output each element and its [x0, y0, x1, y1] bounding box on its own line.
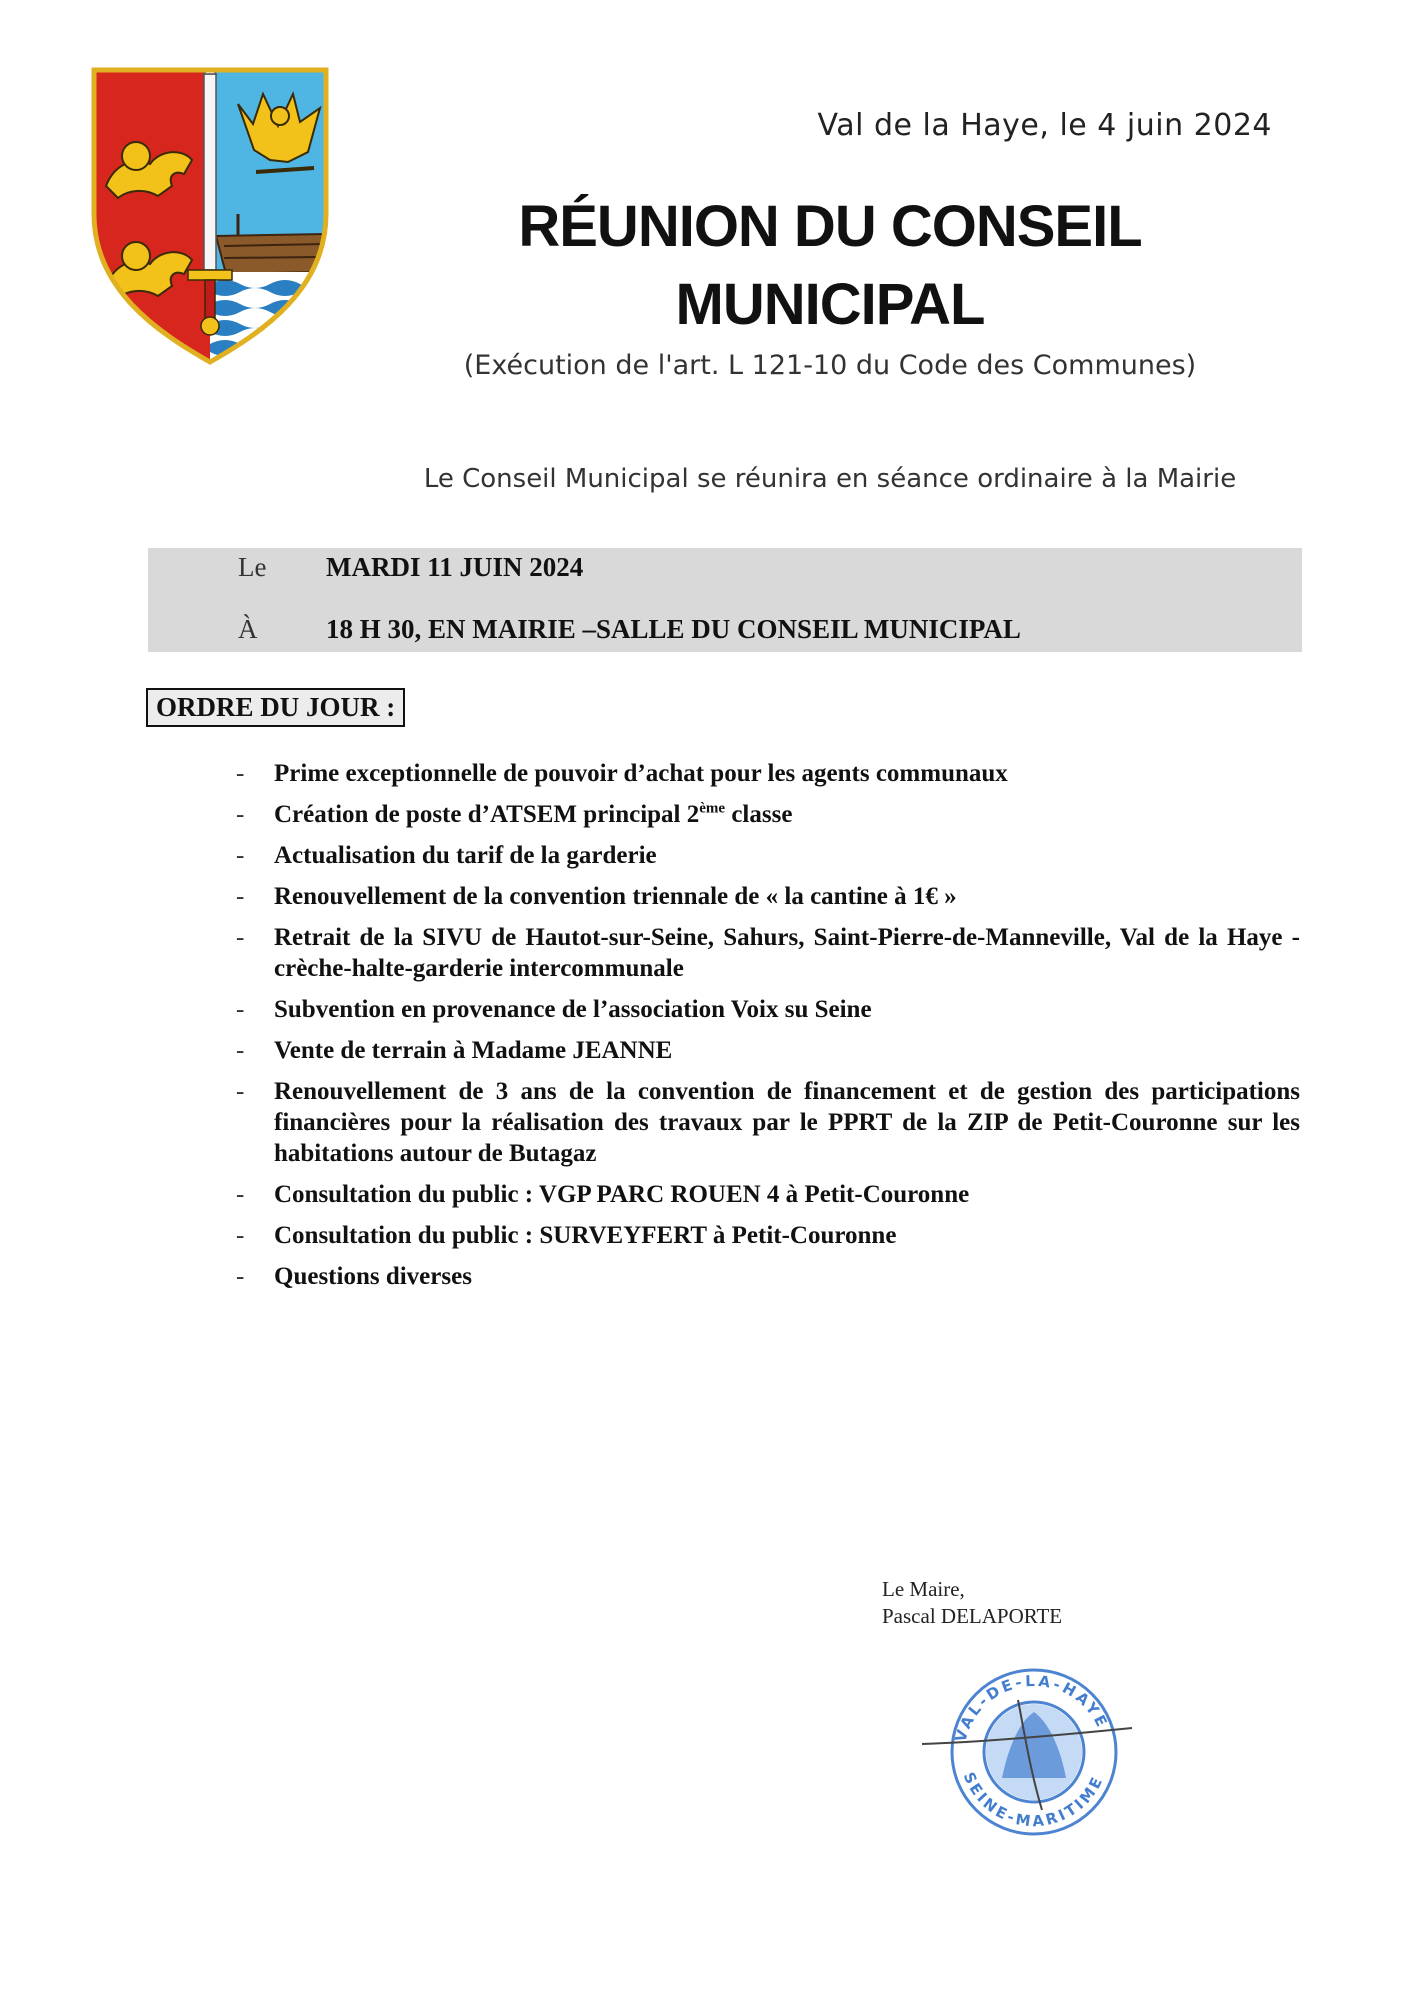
agenda-item-text: Consultation du public : SURVEYFERT à Petit-Couronne — [274, 1222, 897, 1249]
agenda-item — [232, 1179, 1300, 1210]
session-time-value: 18 H 30, EN MAIRIE –SALLE DU CONSEIL MUNICIPAL — [326, 614, 1021, 644]
agenda-item — [232, 840, 1300, 871]
session-time-row — [148, 614, 1302, 654]
agenda-item-text: Actualisation du tarif de la garderie — [274, 842, 657, 869]
seal-top-text: VAL-DE-LA-HAYE — [951, 1671, 1112, 1744]
agenda-item-text: Questions diverses — [274, 1263, 472, 1290]
bullet-dash: - — [236, 1037, 245, 1064]
place-and-date: Val de la Haye, le 4 juin 2024 — [817, 108, 1272, 143]
agenda-item-text: Renouvellement de 3 ans de la convention de financement et de gestion des participations financières pour la réalisation des travaux par le PPRT de la ZIP de Petit-Couronne sur les habitations autour de Butagaz — [274, 1078, 1300, 1167]
agenda-heading: ORDRE DU JOUR : — [146, 688, 405, 727]
title-line-2: MUNICIPAL — [675, 272, 985, 337]
agenda-list — [232, 758, 1300, 1302]
agenda-item — [232, 1035, 1300, 1066]
bullet-dash: - — [236, 996, 245, 1023]
bullet-dash: - — [236, 760, 245, 787]
session-date-label: Le — [238, 552, 267, 582]
signature-block — [882, 1576, 1062, 1630]
bullet-dash: - — [236, 883, 245, 910]
agenda-item — [232, 799, 1300, 830]
agenda-item — [232, 1076, 1300, 1169]
agenda-item — [232, 922, 1300, 984]
bullet-dash: - — [236, 1181, 245, 1208]
bullet-dash: - — [236, 1222, 245, 1249]
agenda-item — [232, 758, 1300, 789]
agenda-item — [232, 1261, 1300, 1292]
agenda-item — [232, 994, 1300, 1025]
session-details-band — [148, 548, 1302, 652]
bullet-dash: - — [236, 1078, 245, 1105]
bullet-dash: - — [236, 801, 245, 828]
mayor-title: Le Maire, — [882, 1577, 965, 1601]
agenda-item — [232, 1220, 1300, 1251]
town-seal-stamp — [902, 1660, 1152, 1840]
intro-text: Le Conseil Municipal se réunira en séance ordinaire à la Mairie — [423, 464, 1237, 494]
agenda-item-text: Renouvellement de la convention triennale de « la cantine à 1€ » — [274, 883, 957, 910]
coat-of-arms-logo — [88, 64, 332, 368]
page-title — [380, 188, 1280, 344]
agenda-item-text: Vente de terrain à Madame JEANNE — [274, 1037, 673, 1064]
agenda-item-text: Consultation du public : VGP PARC ROUEN 4 à Petit-Couronne — [274, 1181, 970, 1208]
bullet-dash: - — [236, 924, 245, 951]
bullet-dash: - — [236, 842, 245, 869]
bullet-dash: - — [236, 1263, 245, 1290]
agenda-item-text: Subvention en provenance de l’association Voix su Seine — [274, 996, 872, 1023]
mayor-name: Pascal DELAPORTE — [882, 1604, 1063, 1628]
title-line-1: RÉUNION DU CONSEIL — [518, 194, 1142, 259]
agenda-item-text-start: Création de poste d’ATSEM principal 2 — [274, 801, 700, 828]
session-date-row — [148, 552, 1302, 592]
agenda-item-superscript: ème — [699, 800, 726, 817]
agenda-item-text-end: classe — [725, 801, 793, 828]
legal-reference-subtitle: (Exécution de l'art. L 121-10 du Code des Communes) — [463, 350, 1197, 381]
agenda-item — [232, 881, 1300, 912]
agenda-item-text: Prime exceptionnelle de pouvoir d’achat pour les agents communaux — [274, 760, 1008, 787]
session-date-value: MARDI 11 JUIN 2024 — [326, 552, 584, 582]
session-time-label: À — [238, 614, 258, 644]
agenda-item-text: Retrait de la SIVU de Hautot-sur-Seine, Sahurs, Saint-Pierre-de-Manneville, Val de la Haye -crèche-halte-garderie intercommunale — [274, 924, 1300, 982]
seal-bottom-text: SEINE-MARITIME — [959, 1769, 1108, 1831]
